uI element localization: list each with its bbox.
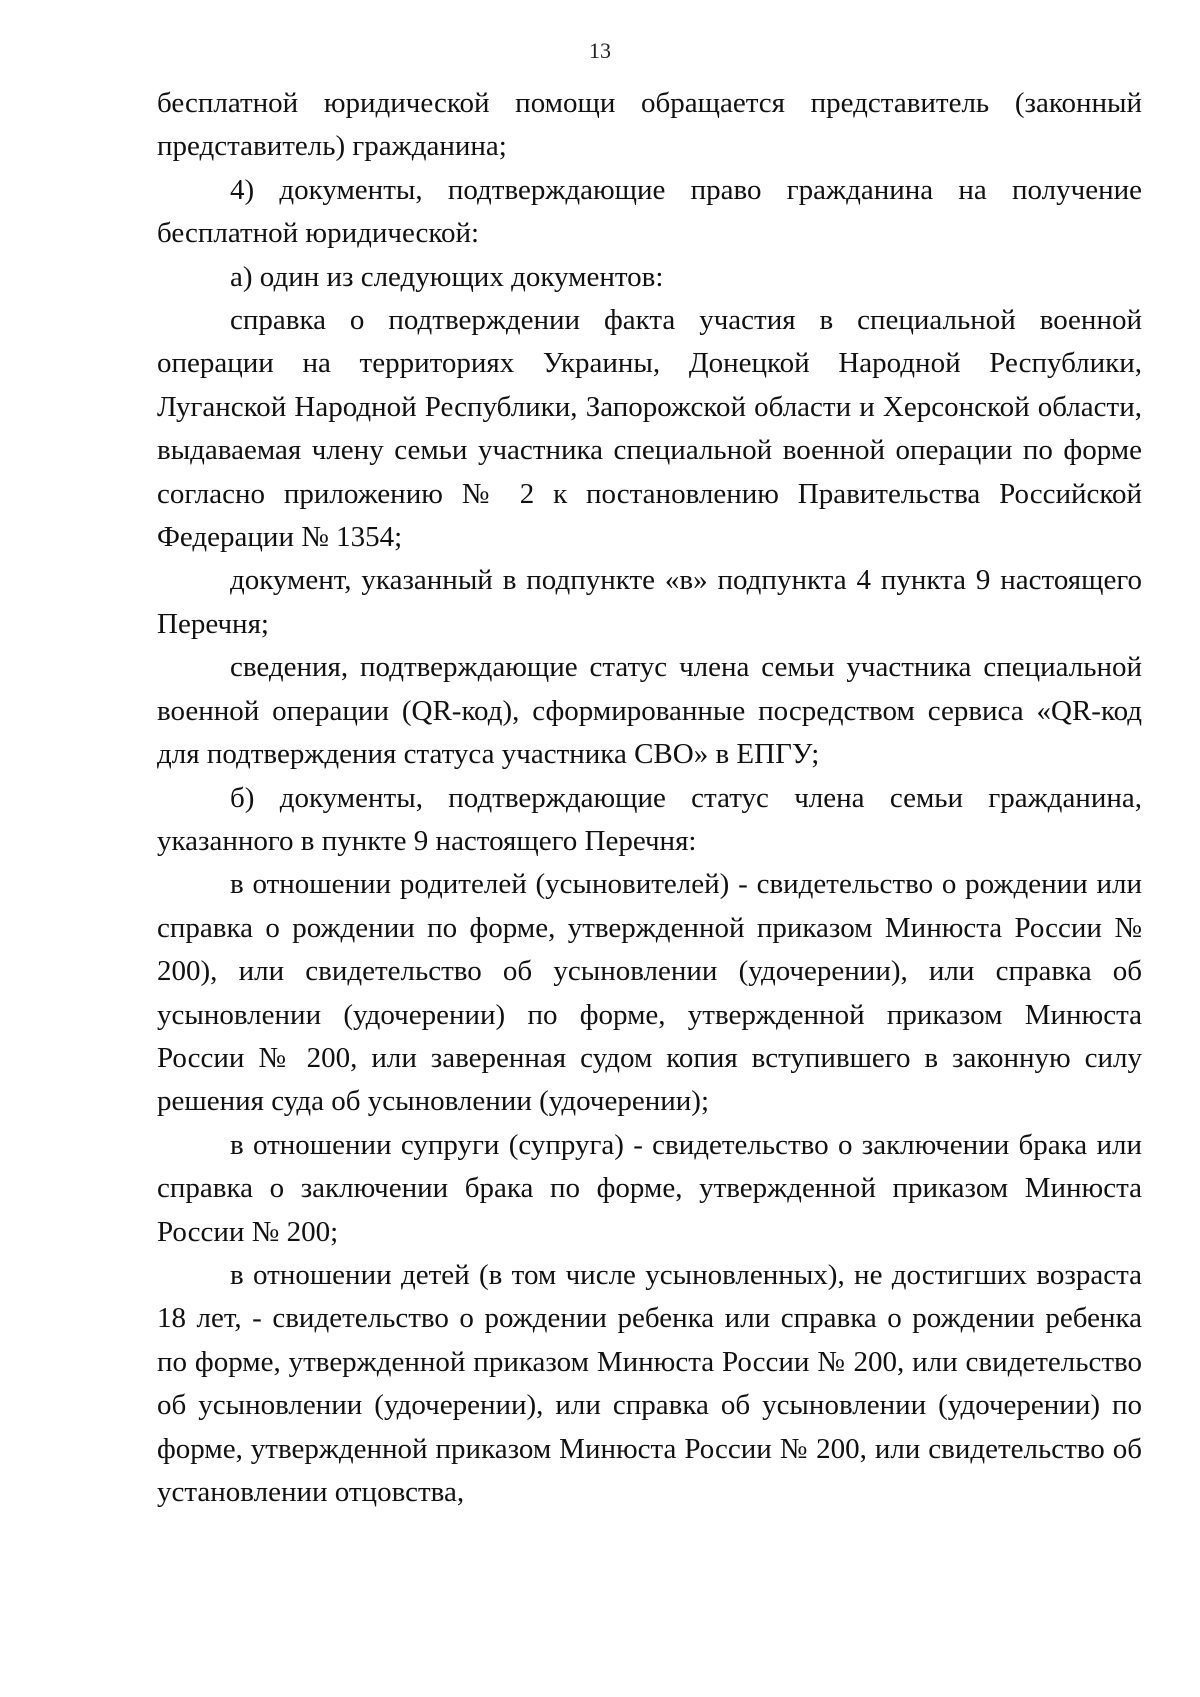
document-body	[157, 82, 1142, 1514]
paragraph-qr-code-info: сведения, подтверждающие статус члена семьи участника специальной военной операции (QR-код), сформированные посредством сервиса «QR-код для подтверждения статуса участника СВО» в ЕПГУ;	[157, 651, 1142, 771]
paragraph-document-reference: документ, указанный в подпункте «в» подпункта 4 пункта 9 настоящего Перечня;	[157, 564, 1142, 640]
page-number: 13	[589, 38, 611, 63]
paragraph-certificate-svo: справка о подтверждении факта участия в специальной военной операции на территориях Украины, Донецкой Народной Республики, Луганской Народной Республики, Запорожской области и Херсонской области, выдаваемая члену семьи участника специальной военной операции по форме согласно приложению № 2 к постановлению Правительства Российской Федерации № 1354;	[157, 304, 1142, 554]
paragraph-children: в отношении детей (в том числе усыновленных), не достигших возраста 18 лет, - свидетельство о рождении ребенка или справка о рождении ребенка по форме, утвержденной приказом Минюста России № 200, или свидетельство об усыновлении (удочерении), или справка об усыновлении (удочерении) по форме, утвержденной приказом Минюста России № 200, или свидетельство об установлении отцовства,	[157, 1258, 1142, 1508]
paragraph-subitem-b: б) документы, подтверждающие статус члена семьи гражданина, указанного в пункте 9 настоящего Перечня:	[157, 781, 1142, 857]
paragraph-continuation: бесплатной юридической помощи обращается представитель (законный представитель) гражданина;	[157, 87, 1142, 163]
paragraph-parents: в отношении родителей (усыновителей) - свидетельство о рождении или справка о рождении по форме, утвержденной приказом Минюста России № 200), или свидетельство об усыновлении (удочерении), или справка об усыновлении (удочерении) по форме, утвержденной приказом Минюста России № 200, или заверенная судом копия вступившего в законную силу решения суда об усыновлении (удочерении);	[157, 868, 1142, 1118]
paragraph-item-4: 4) документы, подтверждающие право гражданина на получение бесплатной юридической:	[157, 173, 1142, 250]
paragraph-spouse: в отношении супруги (супруга) - свидетельство о заключении брака или справка о заключении брака по форме, утвержденной приказом Минюста России № 200;	[157, 1128, 1142, 1248]
paragraph-subitem-a: а) один из следующих документов:	[230, 260, 664, 293]
